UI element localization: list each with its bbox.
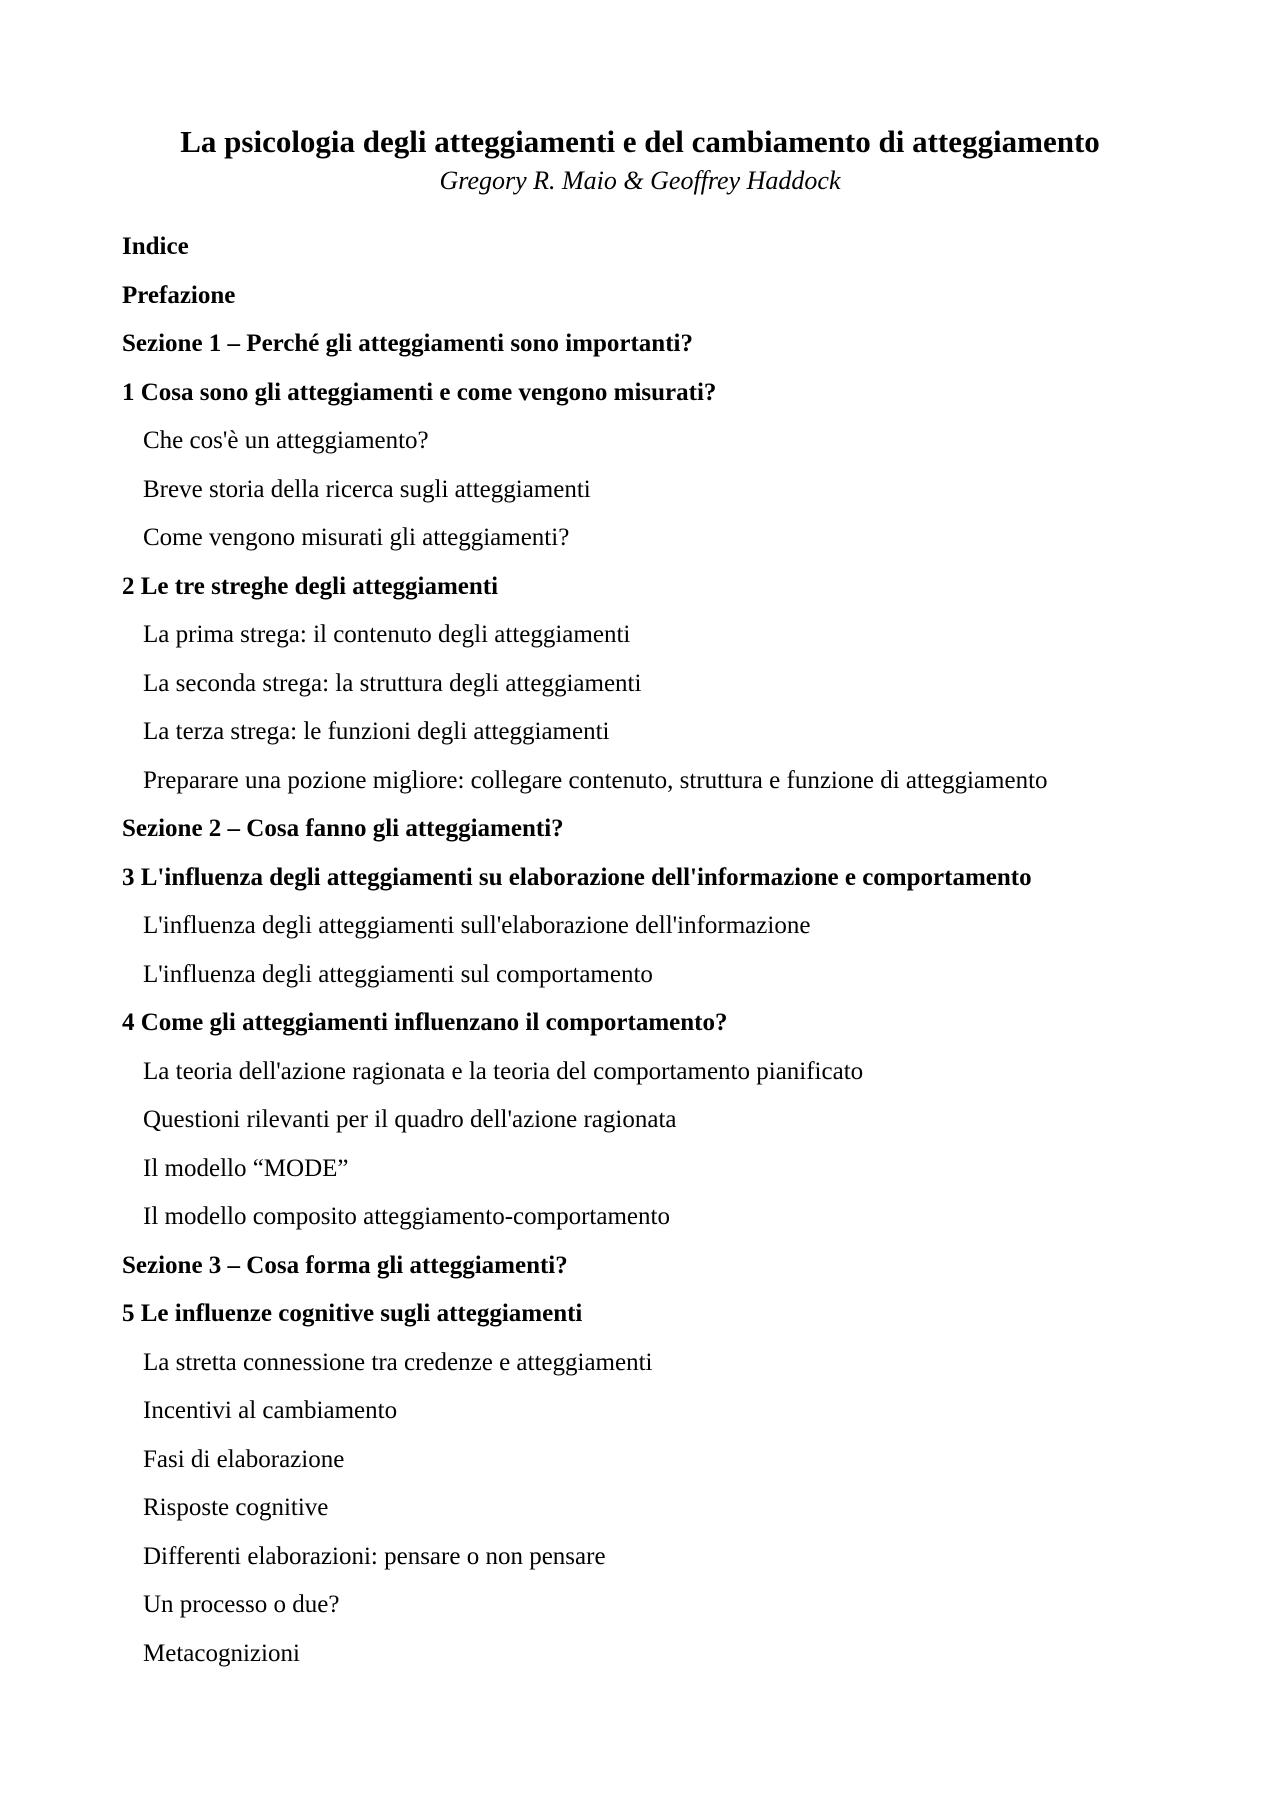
- toc-heading: Prefazione: [122, 281, 236, 309]
- document-authors: Gregory R. Maio & Geoffrey Haddock: [439, 166, 841, 195]
- toc-entry: Un processo o due?: [143, 1591, 340, 1618]
- toc-entry: L'influenza degli atteggiamenti sul comportamento: [143, 960, 653, 988]
- toc-heading: 1 Cosa sono gli atteggiamenti e come vengono misurati?: [122, 378, 717, 406]
- toc-entry: Questioni rilevanti per il quadro dell'azione ragionata: [143, 1106, 677, 1133]
- toc-entry: La stretta connessione tra credenze e atteggiamenti: [143, 1348, 653, 1376]
- toc-entry: Preparare una pozione migliore: collegare contenuto, struttura e funzione di atteggiamento: [143, 766, 1048, 794]
- toc-entry: Breve storia della ricerca sugli atteggiamenti: [143, 475, 591, 503]
- toc-heading: 3 L'influenza degli atteggiamenti su elaborazione dell'informazione e comportamento: [122, 863, 1032, 891]
- toc-entry: Il modello composito atteggiamento-comportamento: [143, 1203, 670, 1230]
- toc-entry: L'influenza degli atteggiamenti sull'elaborazione dell'informazione: [143, 912, 811, 939]
- toc-heading: Sezione 2 – Cosa fanno gli atteggiamenti?: [122, 815, 564, 842]
- toc-entry: Il modello “MODE”: [143, 1154, 349, 1182]
- toc-entry: La seconda strega: la struttura degli atteggiamenti: [143, 669, 642, 697]
- toc-heading: 4 Come gli atteggiamenti influenzano il comportamento?: [122, 1009, 728, 1036]
- toc-heading: Indice: [122, 233, 189, 260]
- toc-entry: Metacognizioni: [143, 1639, 300, 1667]
- toc-entry: Risposte cognitive: [143, 1494, 329, 1521]
- table-of-contents: [122, 230, 1242, 1685]
- toc-entry: Differenti elaborazioni: pensare o non pensare: [143, 1542, 606, 1570]
- toc-heading: 5 Le influenze cognitive sugli atteggiamenti: [122, 1300, 583, 1327]
- toc-entry: Fasi di elaborazione: [143, 1445, 345, 1473]
- toc-entry: La prima strega: il contenuto degli atteggiamenti: [143, 621, 631, 648]
- toc-entry: Che cos'è un atteggiamento?: [143, 427, 429, 454]
- toc-heading: Sezione 3 – Cosa forma gli atteggiamenti?: [122, 1251, 568, 1279]
- document-title: La psicologia degli atteggiamenti e del cambiamento di atteggiamento: [180, 124, 1100, 159]
- toc-heading: 2 Le tre streghe degli atteggiamenti: [122, 572, 499, 600]
- toc-heading: Sezione 1 – Perché gli atteggiamenti sono importanti?: [122, 330, 693, 357]
- toc-entry: Incentivi al cambiamento: [143, 1397, 398, 1424]
- toc-entry: La teoria dell'azione ragionata e la teoria del comportamento pianificato: [143, 1057, 864, 1085]
- toc-entry: La terza strega: le funzioni degli atteggiamenti: [143, 718, 610, 745]
- toc-entry: Come vengono misurati gli atteggiamenti?: [143, 524, 570, 551]
